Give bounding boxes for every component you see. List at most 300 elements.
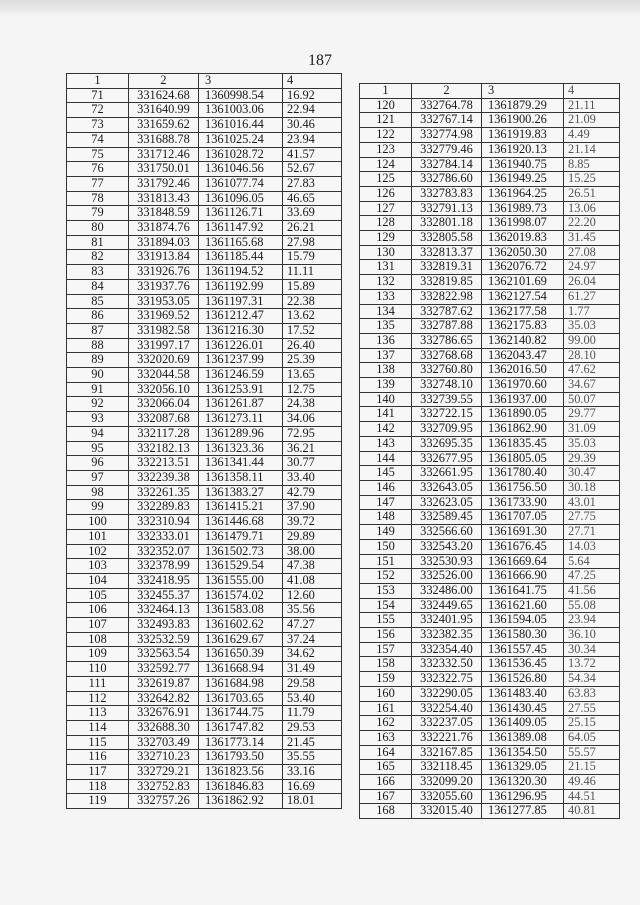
table-cell: 46.65 — [283, 191, 342, 206]
table-cell: 1361212.47 — [199, 309, 283, 324]
table-cell: 1361940.75 — [482, 157, 564, 172]
table-cell: 33.16 — [283, 765, 342, 780]
table-cell: 331640.99 — [129, 103, 199, 118]
table-cell: 331894.03 — [129, 235, 199, 250]
table-row — [360, 657, 620, 672]
table-cell: 332099.20 — [412, 775, 482, 790]
table-cell: 332819.31 — [412, 260, 482, 275]
table-cell: 164 — [360, 745, 412, 760]
table-cell: 29.58 — [283, 676, 342, 691]
table-row — [67, 132, 342, 147]
table-row — [67, 441, 342, 456]
table-cell: 73 — [67, 118, 129, 133]
table-cell: 44.51 — [564, 789, 620, 804]
table-cell: 1361165.68 — [199, 235, 283, 250]
table-cell: 13.72 — [564, 657, 620, 672]
table-cell: 147 — [360, 495, 412, 510]
table-cell: 332493.83 — [129, 618, 199, 633]
table-cell: 331874.76 — [129, 221, 199, 236]
table-cell: 332760.80 — [412, 363, 482, 378]
table-cell: 13.06 — [564, 201, 620, 216]
table-cell: 332261.35 — [129, 485, 199, 500]
table-cell: 1361862.92 — [199, 794, 283, 809]
table-cell: 1361676.45 — [482, 539, 564, 554]
table-cell: 29.77 — [564, 407, 620, 422]
table-cell: 1361621.60 — [482, 598, 564, 613]
table-cell: 1361747.82 — [199, 720, 283, 735]
table-cell: 80 — [67, 221, 129, 236]
column-header: 4 — [283, 74, 342, 89]
table-cell: 104 — [67, 573, 129, 588]
table-cell: 332566.60 — [412, 525, 482, 540]
table-row — [67, 191, 342, 206]
table-cell: 22.94 — [283, 103, 342, 118]
table-row — [67, 706, 342, 721]
table-cell: 34.67 — [564, 378, 620, 393]
table-cell: 1361273.11 — [199, 412, 283, 427]
table-cell: 153 — [360, 583, 412, 598]
table-row — [67, 632, 342, 647]
table-cell: 331997.17 — [129, 338, 199, 353]
table-cell: 26.51 — [564, 186, 620, 201]
table-cell: 1362019.83 — [482, 231, 564, 246]
table-cell: 35.03 — [564, 319, 620, 334]
table-cell: 27.98 — [283, 235, 342, 250]
table-row — [67, 794, 342, 809]
table-cell: 30.46 — [283, 118, 342, 133]
table-cell: 332752.83 — [129, 779, 199, 794]
table-cell: 332449.65 — [412, 598, 482, 613]
table-cell: 332748.10 — [412, 378, 482, 393]
table-cell: 13.65 — [283, 368, 342, 383]
table-cell: 41.56 — [564, 583, 620, 598]
table-cell: 1361329.05 — [482, 760, 564, 775]
table-cell: 1361147.92 — [199, 221, 283, 236]
table-cell: 1361197.31 — [199, 294, 283, 309]
table-cell: 332786.60 — [412, 172, 482, 187]
table-row — [360, 304, 620, 319]
table-cell: 26.21 — [283, 221, 342, 236]
table-cell: 30.34 — [564, 642, 620, 657]
table-cell: 75 — [67, 147, 129, 162]
table-cell: 1361583.08 — [199, 603, 283, 618]
table-cell: 74 — [67, 132, 129, 147]
table-cell: 1361237.99 — [199, 353, 283, 368]
table-cell: 1361684.98 — [199, 676, 283, 691]
table-cell: 332015.40 — [412, 804, 482, 819]
table-row — [360, 804, 620, 819]
table-cell: 30.77 — [283, 456, 342, 471]
table-cell: 1361846.83 — [199, 779, 283, 794]
table-cell: 1361046.56 — [199, 162, 283, 177]
table-header-row — [360, 84, 620, 99]
table-cell: 1361773.14 — [199, 735, 283, 750]
table-cell: 54.34 — [564, 672, 620, 687]
table-cell: 142 — [360, 422, 412, 437]
table-cell: 129 — [360, 231, 412, 246]
table-cell: 52.67 — [283, 162, 342, 177]
table-cell: 1361277.85 — [482, 804, 564, 819]
table-cell: 332757.26 — [129, 794, 199, 809]
table-cell: 139 — [360, 378, 412, 393]
table-cell: 1361185.44 — [199, 250, 283, 265]
table-cell: 47.38 — [283, 559, 342, 574]
table-cell: 85 — [67, 294, 129, 309]
table-cell: 72 — [67, 103, 129, 118]
table-row — [360, 789, 620, 804]
table-cell: 332333.01 — [129, 529, 199, 544]
table-row — [360, 348, 620, 363]
table-cell: 331982.58 — [129, 323, 199, 338]
table-cell: 99.00 — [564, 333, 620, 348]
table-cell: 332322.75 — [412, 672, 482, 687]
table-row — [360, 186, 620, 201]
table-cell: 15.79 — [283, 250, 342, 265]
table-cell: 96 — [67, 456, 129, 471]
table-cell: 23.94 — [564, 613, 620, 628]
table-cell: 1361126.71 — [199, 206, 283, 221]
column-header: 1 — [67, 74, 129, 89]
table-cell: 332619.87 — [129, 676, 199, 691]
table-cell: 29.89 — [283, 529, 342, 544]
table-row — [360, 333, 620, 348]
table-cell: 64.05 — [564, 730, 620, 745]
table-cell: 332486.00 — [412, 583, 482, 598]
table-row — [360, 216, 620, 231]
column-header: 2 — [412, 84, 482, 99]
table-cell: 50.07 — [564, 392, 620, 407]
table-row — [67, 456, 342, 471]
table-cell: 31.49 — [283, 662, 342, 677]
table-cell: 1361666.90 — [482, 569, 564, 584]
table-cell: 332729.21 — [129, 765, 199, 780]
table-cell: 163 — [360, 730, 412, 745]
column-header: 3 — [199, 74, 283, 89]
table-row — [360, 172, 620, 187]
table-cell: 332167.85 — [412, 745, 482, 760]
table-cell: 109 — [67, 647, 129, 662]
table-cell: 126 — [360, 186, 412, 201]
table-row — [67, 485, 342, 500]
table-cell: 155 — [360, 613, 412, 628]
table-cell: 332710.23 — [129, 750, 199, 765]
table-cell: 146 — [360, 480, 412, 495]
table-cell: 13.62 — [283, 309, 342, 324]
table-cell: 79 — [67, 206, 129, 221]
table-cell: 39.72 — [283, 515, 342, 530]
table-row — [360, 686, 620, 701]
table-row — [67, 118, 342, 133]
table-cell: 332526.00 — [412, 569, 482, 584]
table-cell: 15.89 — [283, 279, 342, 294]
table-row — [67, 412, 342, 427]
table-row — [67, 750, 342, 765]
table-row — [360, 628, 620, 643]
table-cell: 1361641.75 — [482, 583, 564, 598]
table-cell: 87 — [67, 323, 129, 338]
table-cell: 115 — [67, 735, 129, 750]
table-row — [67, 470, 342, 485]
table-cell: 1361479.71 — [199, 529, 283, 544]
table-cell: 133 — [360, 289, 412, 304]
table-row — [67, 206, 342, 221]
table-cell: 1361246.59 — [199, 368, 283, 383]
table-cell: 31.45 — [564, 231, 620, 246]
table-row — [67, 691, 342, 706]
table-cell: 1362016.50 — [482, 363, 564, 378]
table-cell: 1361016.44 — [199, 118, 283, 133]
table-cell: 1361668.94 — [199, 662, 283, 677]
table-cell: 331813.43 — [129, 191, 199, 206]
table-cell: 331937.76 — [129, 279, 199, 294]
table-cell: 162 — [360, 716, 412, 731]
table-row — [360, 583, 620, 598]
table-row — [360, 422, 620, 437]
table-row — [360, 436, 620, 451]
table-row — [67, 603, 342, 618]
table-cell: 332786.65 — [412, 333, 482, 348]
table-cell: 332378.99 — [129, 559, 199, 574]
table-row — [67, 647, 342, 662]
table-cell: 1361320.30 — [482, 775, 564, 790]
table-cell: 1362050.30 — [482, 245, 564, 260]
table-cell: 61.27 — [564, 289, 620, 304]
table-cell: 332239.38 — [129, 470, 199, 485]
column-header: 1 — [360, 84, 412, 99]
table-cell: 114 — [67, 720, 129, 735]
table-cell: 116 — [67, 750, 129, 765]
table-cell: 331659.62 — [129, 118, 199, 133]
table-row — [360, 275, 620, 290]
table-cell: 124 — [360, 157, 412, 172]
table-cell: 331926.76 — [129, 265, 199, 280]
table-cell: 332117.28 — [129, 426, 199, 441]
table-cell: 1361862.90 — [482, 422, 564, 437]
table-cell: 331750.01 — [129, 162, 199, 177]
table-cell: 40.81 — [564, 804, 620, 819]
table-cell: 332787.62 — [412, 304, 482, 319]
table-cell: 332661.95 — [412, 466, 482, 481]
table-cell: 141 — [360, 407, 412, 422]
table-cell: 136 — [360, 333, 412, 348]
table-cell: 332237.05 — [412, 716, 482, 731]
table-cell: 332290.05 — [412, 686, 482, 701]
table-cell: 106 — [67, 603, 129, 618]
table-row — [67, 662, 342, 677]
table-cell: 97 — [67, 470, 129, 485]
table-cell: 156 — [360, 628, 412, 643]
table-cell: 1361835.45 — [482, 436, 564, 451]
table-cell: 1361669.64 — [482, 554, 564, 569]
table-cell: 21.14 — [564, 142, 620, 157]
table-cell: 331624.68 — [129, 88, 199, 103]
table-row — [360, 672, 620, 687]
table-cell: 27.08 — [564, 245, 620, 260]
table-row — [67, 618, 342, 633]
table-cell: 14.03 — [564, 539, 620, 554]
table-cell: 41.08 — [283, 573, 342, 588]
table-cell: 132 — [360, 275, 412, 290]
table-row — [67, 397, 342, 412]
table-cell: 332783.83 — [412, 186, 482, 201]
table-cell: 1361430.45 — [482, 701, 564, 716]
table-row — [360, 245, 620, 260]
table-cell: 11.79 — [283, 706, 342, 721]
table-cell: 331688.78 — [129, 132, 199, 147]
table-cell: 331953.05 — [129, 294, 199, 309]
table-cell: 35.56 — [283, 603, 342, 618]
table-cell: 332642.82 — [129, 691, 199, 706]
table-cell: 103 — [67, 559, 129, 574]
table-cell: 101 — [67, 529, 129, 544]
table-cell: 121 — [360, 113, 412, 128]
table-cell: 1361358.11 — [199, 470, 283, 485]
table-row — [360, 260, 620, 275]
table-cell: 27.83 — [283, 176, 342, 191]
table-row — [67, 559, 342, 574]
table-cell: 1361823.56 — [199, 765, 283, 780]
table-cell: 332464.13 — [129, 603, 199, 618]
table-cell: 332787.88 — [412, 319, 482, 334]
table-row — [67, 176, 342, 191]
table-cell: 29.39 — [564, 451, 620, 466]
table-cell: 107 — [67, 618, 129, 633]
table-cell: 152 — [360, 569, 412, 584]
table-row — [67, 162, 342, 177]
table-cell: 1361629.67 — [199, 632, 283, 647]
table-cell: 332354.40 — [412, 642, 482, 657]
table-cell: 21.15 — [564, 760, 620, 775]
table-row — [360, 613, 620, 628]
table-row — [67, 544, 342, 559]
table-row — [360, 451, 620, 466]
table-row — [360, 231, 620, 246]
table-cell: 83 — [67, 265, 129, 280]
table-cell: 154 — [360, 598, 412, 613]
table-cell: 332709.95 — [412, 422, 482, 437]
table-row — [360, 701, 620, 716]
table-cell: 25.39 — [283, 353, 342, 368]
table-cell: 98 — [67, 485, 129, 500]
table-cell: 21.09 — [564, 113, 620, 128]
table-cell: 332739.55 — [412, 392, 482, 407]
table-row — [67, 353, 342, 368]
table-cell: 1361194.52 — [199, 265, 283, 280]
table-cell: 332774.98 — [412, 128, 482, 143]
table-cell: 332401.95 — [412, 613, 482, 628]
table-cell: 1362127.54 — [482, 289, 564, 304]
table-cell: 18.01 — [283, 794, 342, 809]
table-cell: 160 — [360, 686, 412, 701]
table-cell: 137 — [360, 348, 412, 363]
table-cell: 1361756.50 — [482, 480, 564, 495]
table-cell: 35.55 — [283, 750, 342, 765]
table-cell: 93 — [67, 412, 129, 427]
table-row — [360, 392, 620, 407]
table-cell: 15.25 — [564, 172, 620, 187]
table-cell: 332532.59 — [129, 632, 199, 647]
table-cell: 332677.95 — [412, 451, 482, 466]
table-cell: 130 — [360, 245, 412, 260]
table-cell: 90 — [67, 368, 129, 383]
table-cell: 1361900.26 — [482, 113, 564, 128]
table-cell: 331848.59 — [129, 206, 199, 221]
table-cell: 35.03 — [564, 436, 620, 451]
column-header: 2 — [129, 74, 199, 89]
table-cell: 1361409.05 — [482, 716, 564, 731]
table-row — [67, 500, 342, 515]
table-cell: 332382.35 — [412, 628, 482, 643]
table-cell: 122 — [360, 128, 412, 143]
table-cell: 1362175.83 — [482, 319, 564, 334]
table-cell: 332044.58 — [129, 368, 199, 383]
table-cell: 1361703.65 — [199, 691, 283, 706]
table-row — [67, 368, 342, 383]
table-cell: 55.57 — [564, 745, 620, 760]
table-cell: 111 — [67, 676, 129, 691]
table-cell: 1361574.02 — [199, 588, 283, 603]
table-cell: 1361383.27 — [199, 485, 283, 500]
page-number: 187 — [308, 52, 332, 69]
table-cell: 30.47 — [564, 466, 620, 481]
table-cell: 72.95 — [283, 426, 342, 441]
table-cell: 1361920.13 — [482, 142, 564, 157]
table-cell: 149 — [360, 525, 412, 540]
table-row — [360, 554, 620, 569]
table-cell: 92 — [67, 397, 129, 412]
table-cell: 332543.20 — [412, 539, 482, 554]
table-cell: 30.18 — [564, 480, 620, 495]
table-cell: 21.45 — [283, 735, 342, 750]
table-cell: 123 — [360, 142, 412, 157]
table-cell: 27.55 — [564, 701, 620, 716]
table-cell: 1361289.96 — [199, 426, 283, 441]
table-cell: 332352.07 — [129, 544, 199, 559]
table-cell: 145 — [360, 466, 412, 481]
table-cell: 118 — [67, 779, 129, 794]
table-cell: 38.00 — [283, 544, 342, 559]
table-cell: 102 — [67, 544, 129, 559]
table-cell: 1361557.45 — [482, 642, 564, 657]
table-cell: 125 — [360, 172, 412, 187]
table-row — [360, 378, 620, 393]
table-cell: 331712.46 — [129, 147, 199, 162]
table-cell: 112 — [67, 691, 129, 706]
table-cell: 1361602.62 — [199, 618, 283, 633]
table-row — [67, 294, 342, 309]
table-row — [67, 147, 342, 162]
table-cell: 1361949.25 — [482, 172, 564, 187]
table-cell: 24.38 — [283, 397, 342, 412]
table-cell: 1361389.08 — [482, 730, 564, 745]
table-cell: 33.40 — [283, 470, 342, 485]
table-row — [360, 730, 620, 745]
table-cell: 127 — [360, 201, 412, 216]
table-cell: 36.10 — [564, 628, 620, 643]
table-row — [360, 363, 620, 378]
table-cell: 1361998.07 — [482, 216, 564, 231]
table-cell: 332779.46 — [412, 142, 482, 157]
table-cell: 332530.93 — [412, 554, 482, 569]
table-cell: 1362140.82 — [482, 333, 564, 348]
table-cell: 166 — [360, 775, 412, 790]
table-row — [360, 466, 620, 481]
table-row — [67, 676, 342, 691]
table-row — [360, 745, 620, 760]
table-cell: 332676.91 — [129, 706, 199, 721]
table-cell: 332722.15 — [412, 407, 482, 422]
table-cell: 332087.68 — [129, 412, 199, 427]
